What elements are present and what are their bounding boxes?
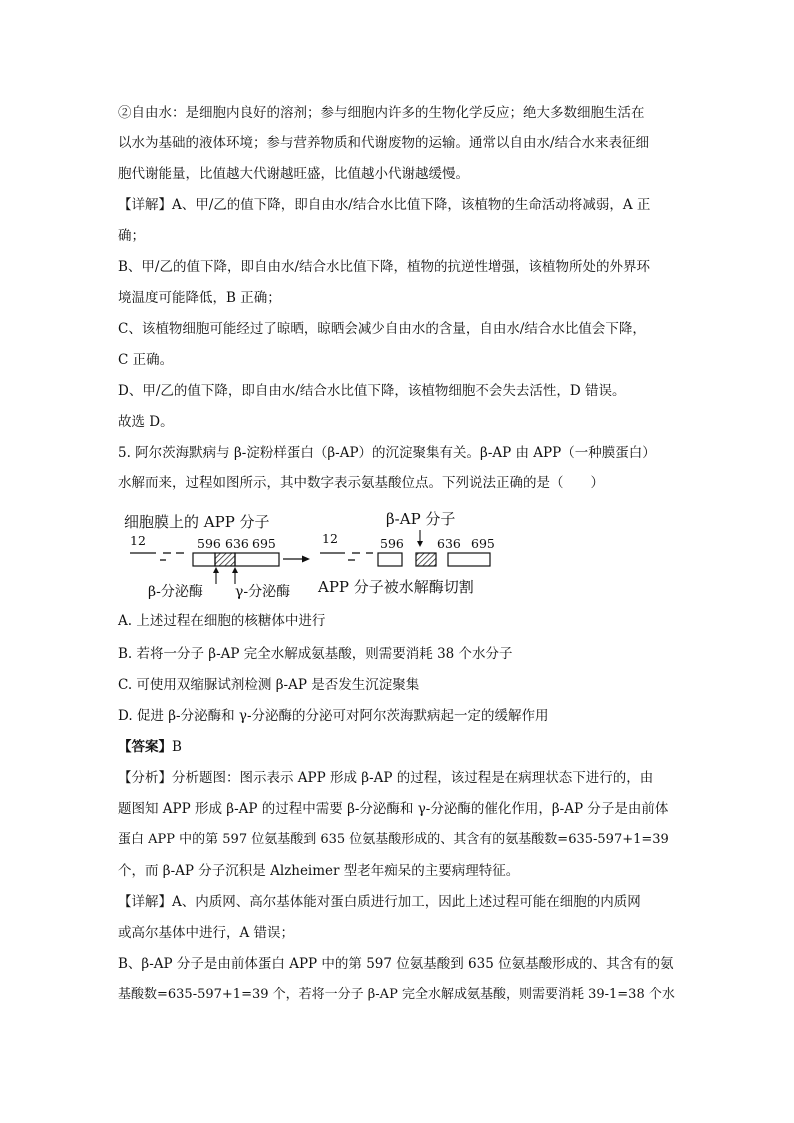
answer-tag: 【答案】 (118, 739, 172, 755)
gamma-cut-arrow (232, 567, 238, 573)
beta-ap-region (215, 553, 235, 566)
explanation-line: B、β-AP 分子是由前体蛋白 APP 中的第 597 位氨基酸到 635 位氨基酸形成的、其含有的氨 (118, 956, 674, 972)
analysis-line: 题图知 APP 形成 β-AP 的过程中需要 β-分泌酶和 γ-分泌酶的催化作用，β-AP 分子是由前体 (118, 801, 669, 817)
app-cleavage-figure (118, 508, 498, 600)
beta-ap-pointer (417, 541, 423, 547)
beta-ap-fragment (416, 553, 436, 566)
beta-secretase-label: β-分泌酶 (148, 584, 203, 600)
option-b: B. 若将一分子 β-AP 完全水解成氨基酸，则需要消耗 38 个水分子 (118, 646, 513, 662)
answer-value: B (172, 739, 182, 755)
explanation-line: 【详解】A、内质网、高尔基体能对蛋白质进行加工，因此上述过程可能在细胞的内质网 (118, 894, 641, 910)
analysis-line: 【分析】分析题图：图示表示 APP 形成 β-AP 的过程，该过程是在病理状态下进行的，由 (118, 770, 654, 786)
text-line: B、甲/乙的值下降，即自由水/结合水比值下降，植物的抗逆性增强，该植物所处的外界环 (118, 259, 651, 275)
text-line: C 正确。 (118, 352, 174, 368)
label-12-left: 12 (130, 533, 146, 548)
analysis-line: 蛋白 APP 中的第 597 位氨基酸到 635 位氨基酸形成的、其含有的氨基酸数=635-597+1=39 (118, 832, 669, 847)
c-terminal-fragment (448, 553, 490, 566)
question-stem: 水解而来，过程如图所示，其中数字表示氨基酸位点。下列说法正确的是（ ） (118, 475, 604, 491)
label-636-right: 636 (437, 536, 461, 551)
cleavage-caption: APP 分子被水解酶切割 (318, 578, 474, 596)
label-596-left: 596 (197, 536, 221, 551)
label-596-right: 596 (380, 536, 404, 551)
app-chain-box (235, 553, 279, 566)
text-line: 胞代谢能量，比值越大代谢越旺盛，比值越小代谢越缓慢。 (118, 166, 469, 182)
option-c: C. 可使用双缩脲试剂检测 β-AP 是否发生沉淀聚集 (118, 677, 420, 693)
label-695-left: 695 (252, 536, 276, 551)
left-title: 细胞膜上的 APP 分子 (124, 513, 270, 531)
text-line: C、该植物细胞可能经过了晾晒，晾晒会减少自由水的含量，自由水/结合水比值会下降， (118, 321, 646, 337)
text-line: 【详解】A、甲/乙的值下降，即自由水/结合水比值下降，该植物的生命活动将减弱，A 正 (118, 197, 651, 213)
app-chain-box (193, 553, 215, 566)
text-line: ②自由水：是细胞内良好的溶剂；参与细胞内许多的生物化学反应；绝大多数细胞生活在 (118, 105, 645, 121)
explanation-line: 或高尔基体中进行，A 错误； (118, 925, 295, 941)
question-stem: 5. 阿尔茨海默病与 β-淀粉样蛋白（β-AP）的沉淀聚集有关。β-AP 由 APP（一种膜蛋白） (118, 445, 656, 461)
n-terminal-fragment (378, 553, 402, 566)
text-line: 故选 D。 (118, 414, 174, 430)
option-a: A. 上述过程在细胞的核糖体中进行 (118, 613, 326, 629)
text-line: 境温度可能降低，B 正确； (118, 290, 281, 306)
text-line: D、甲/乙的值下降，即自由水/结合水比值下降，该植物细胞不会失去活性，D 错误。 (118, 383, 626, 399)
beta-cut-arrow (213, 567, 219, 573)
gamma-secretase-label: γ-分泌酶 (235, 584, 291, 600)
analysis-line: 个，而 β-AP 分子沉积是 Alzheimer 型老年痴呆的主要病理特征。 (118, 863, 520, 879)
option-d: D. 促进 β-分泌酶和 γ-分泌酶的分泌可对阿尔茨海默病起一定的缓解作用 (118, 708, 549, 724)
process-arrow (302, 556, 310, 563)
explanation-line: 基酸数=635-597+1=39 个，若将一分子 β-AP 完全水解成氨基酸，则需要消耗 39-1=38 个水 (118, 987, 675, 1002)
label-12-right: 12 (322, 531, 338, 546)
text-line: 以水为基础的液体环境；参与营养物质和代谢废物的运输。通常以自由水/结合水来表征细 (118, 135, 650, 151)
label-695-right: 695 (471, 536, 495, 551)
label-636-left: 636 (225, 536, 249, 551)
answer-line (118, 738, 182, 756)
right-title: β-AP 分子 (386, 510, 456, 528)
text-line: 确； (118, 228, 145, 244)
